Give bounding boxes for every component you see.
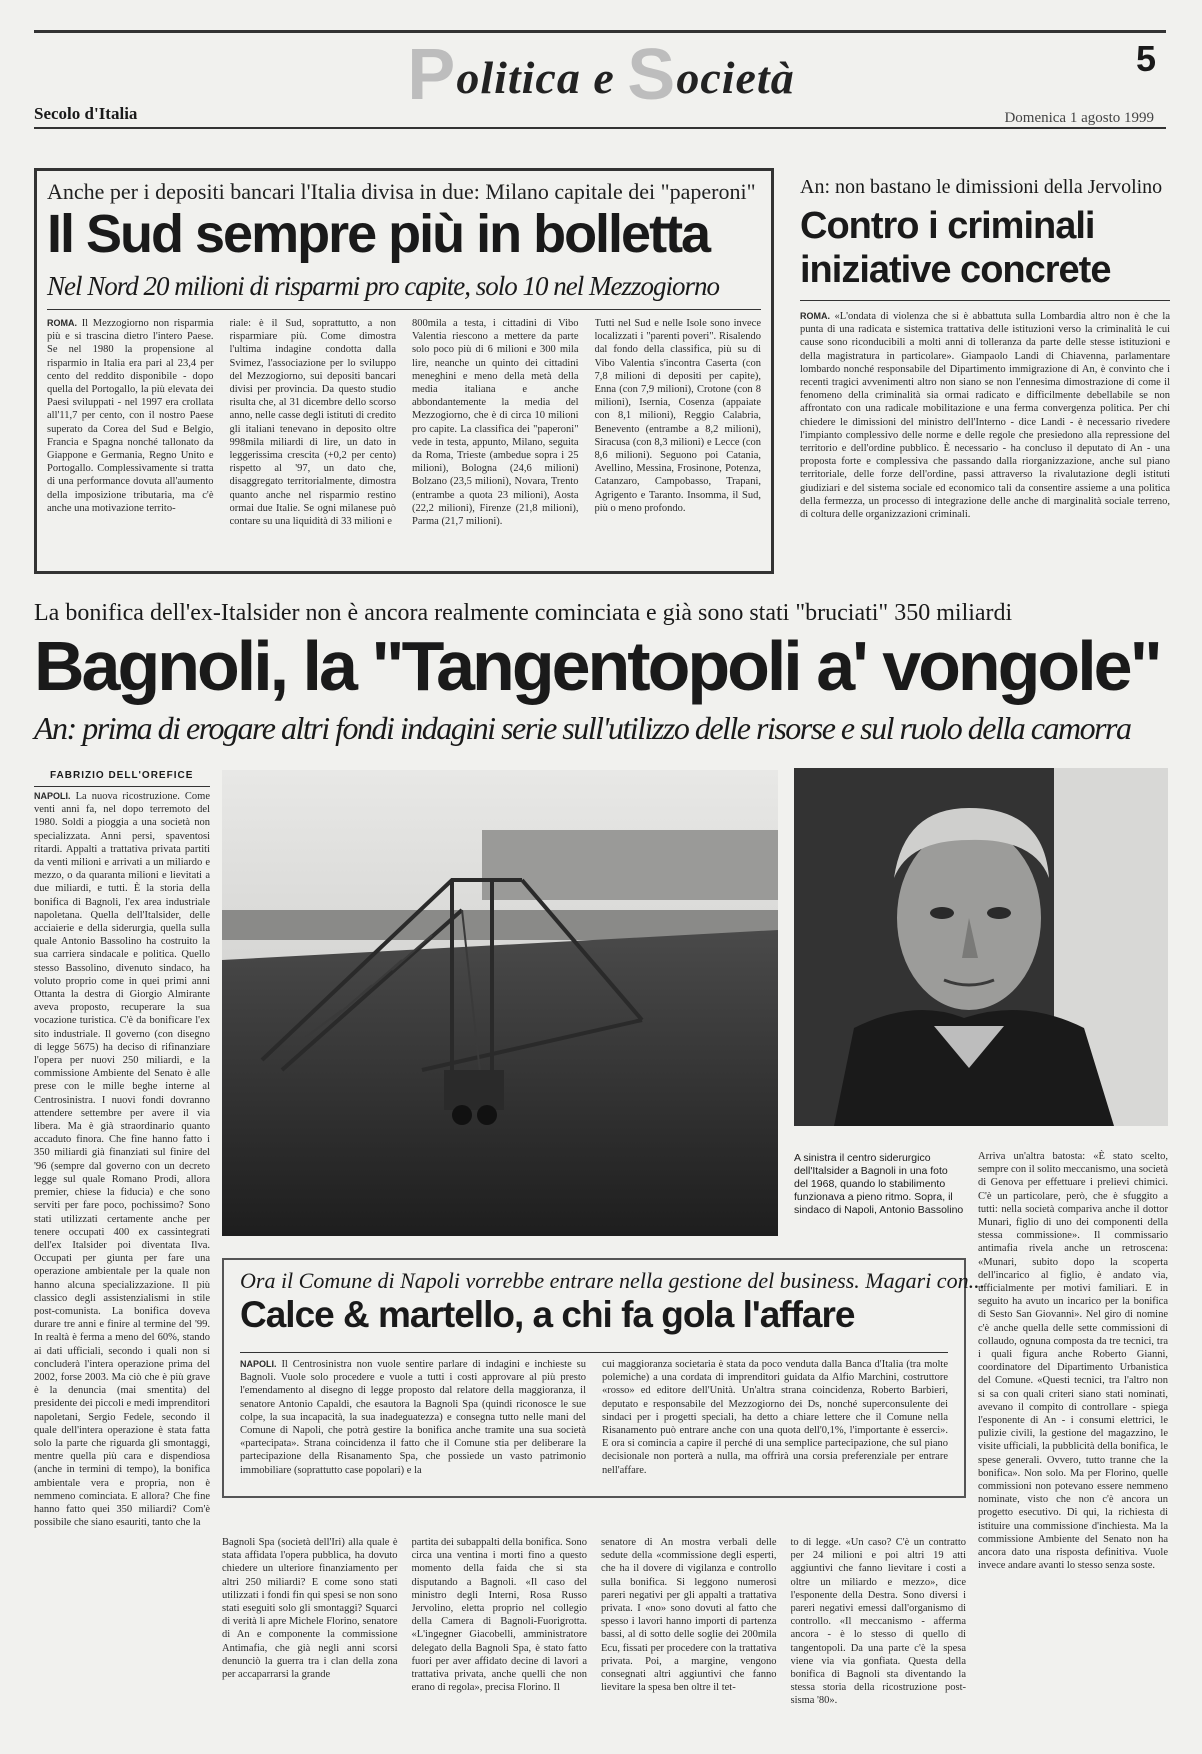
section-word-politica: olitica e	[456, 52, 628, 103]
issue-date: Domenica 1 agosto 1999	[1004, 110, 1154, 126]
story-sud-column-2	[230, 317, 397, 563]
story-sud-headline: Il Sud sempre più in bolletta	[47, 204, 710, 264]
story-criminali-rule	[800, 300, 1170, 301]
page-number: 5	[1135, 38, 1156, 79]
top-rule	[34, 30, 1166, 33]
bassolino-portrait-photo	[794, 768, 1168, 1126]
main-story-subhead: An: prima di erogare altri fondi indagini serie sull'utilizzo delle risorse e sul ruolo della camorra	[34, 710, 1131, 746]
story-sud-rule	[47, 309, 761, 310]
section-initial-p: P	[407, 35, 457, 115]
story-sud-dateline: ROMA.	[47, 318, 77, 328]
main-story-left-column	[34, 790, 210, 1736]
main-story-continuation	[222, 1536, 966, 1736]
story-sud-text-4: Tutti nel Sud e nelle Isole sono invece localizzati i "parenti poveri". Risalendo dal fondo della classifica, più su di Vibo Valentia s'incontra Caserta (con 7,8 milioni di depositi per capite), Enna (con 7,9 milioni), Crotone (con 8 milioni), Isernia, Cosenza (appaiate con 8,1 milioni), Reggio Calabria, Benevento (entrambe a 8,2 milioni), Siracusa (con 8,3 milioni) e Lecce (con 8,6 milioni). Seguono poi Catania, Avellino, Messina, Frosinone, Potenza, Catanzaro, Campobasso, Trapani, Agrigento e Taranto. Insomma, il Sud, più o meno profondo.	[594, 318, 761, 514]
continuation-text-3: senatore di An mostra verbali delle sedute della «commissione degli esperti, che ha il dovere di vigilanza e controllo sulla bonifica. Si leggono numerosi pareri negativi per gli appalti a trattativa privata. I «no» sono dovuti al fatto che spesso i lavori hanno importi di partenza bassi, al di sotto delle soglie dei 200mila Ecu, fissati per procedere con la trattativa privata. Poi, a margine, vengono consegnati altri aggiuntivi che fanno lievitare la spesa ben oltre il tet-	[601, 1537, 777, 1694]
story-sud-box	[34, 168, 774, 574]
continuation-column-3	[601, 1536, 777, 1736]
story-calce-rule	[240, 1352, 948, 1353]
continuation-text-4: to di legge. «Un caso? C'è un contratto per 24 milioni e poi altri 19 atti aggiuntivi che fanno lievitare i costi a oltre un miliardo e mezzo», dice l'esponente della Destra. Sono diversi i pareri negativi emessi dall'organismo di controllo. «Il meccanismo - afferma ancora - è lo stesso di quello di tangentopoli. Da una parte c'è la spesa viene via via gonfiata. Questa della bonifica di Bagnoli sta diventando la stessa storia della ricostruzione post-sisma '80».	[790, 1537, 966, 1707]
story-sud-column-1	[47, 317, 214, 563]
main-story-right-text: Arriva un'altra batosta: «È stato scelto, sempre con il solito meccanismo, una società di Genova per effettuare i prelievi chimici. C'è un particolare, però, che è sfuggito a tutti: nella società compariva anche il dottor Munari, figlio di uno dei componenti della stessa commissione». Il commissario antimafia rivela anche un retroscena: «Munari, subito dopo la scoperta dell'incarico al figlio, è andato via, ufficialmente per motivi familiari. E in seguito ha avuto un incarico per la bonifica di Sesto San Giovanni». Nel giro di nomine c'è anche quella delle sette commissioni di collaudo, ognuna composta da tre tecnici, tra i quali figura anche Roberto Gianni, coordinatore del Dipartimento Urbanistica del Comune. «Questi tecnici, tra l'altro non si sa con quali criteri siano stati nominati, avevano il compito di controllare - spiega l'esponente di An - i consumi elettrici, le pulizie civili, la gestione del magazzino, le visite ufficiali, la pubblicità della bonifica, le spese generali. Ovvero, tutto tranne che la bonifica». Non solo. Ma per Florino, quelle commissioni non potevano essere nemmeno nominate, visto che non c'è ancora un progetto esecutivo. Di qui, la richiesta di istituire una commissione d'inchiesta. Ma la commissione Ambiente del Senato non ha ancora dato una risposta definitiva. Vuole invece andare avanti lo stesso senza soste.	[978, 1151, 1168, 1572]
story-calce-columns	[240, 1358, 948, 1488]
story-calce-kicker: Ora il Comune di Napoli vorrebbe entrare nella gestione del business. Magari con...	[240, 1268, 986, 1293]
story-sud-column-3	[412, 317, 579, 563]
story-calce-dateline: NAPOLI.	[240, 1359, 277, 1369]
story-calce-column-1	[240, 1358, 586, 1488]
story-criminali-kicker: An: non bastano le dimissioni della Jervolino	[800, 176, 1163, 198]
continuation-column-1	[222, 1536, 398, 1736]
story-sud-column-4	[595, 317, 762, 563]
main-story-dateline: NAPOLI.	[34, 791, 71, 801]
masthead-rule	[34, 127, 1166, 129]
story-criminali-text: «L'ondata di violenza che si è abbattuta sulla Lombardia altro non è che la punta di una radicata e sistemica trattativa delle istituzioni verso la criminalità le cui cause sono riconducibili a molti anni di tolleranza da parte delle stesse istituzioni e della magistratura in particolare». Giampaolo Landi di Chiavenna, parlamentare lombardo nonché responsabile del Dipartimento immigrazione di An, è convinto che i recenti tragici avvenimenti altro non siano se non l'ennesima dimostrazione di come il fenomeno della criminalità sia ormai radicato e difficilmente debellabile se non affrontato con una radicale mobilitazione e una ferma convergenza politica. Per chi chiedere le dimissioni del ministro dell'Interno - dice Landi - è necessario rivedere l'impianto complessivo delle norme e delle regole che presiedono alla repressione del territorio e dell'ordine pubblico. È necessario - ha concluso il deputato di An - una proposta forte e complessiva che passando dalla riorganizzazione, anche sul piano territoriale, delle forze dell'ordine, passi attraverso la rivalutazione degli istituti giudiziari e del sistema sociale ed economico tali da consentire assieme a una politica della fermezza, un processo di integrazione delle anche di marginalità sociale terreno, di coltura delle organizzazioni criminali.	[800, 311, 1170, 521]
main-story-kicker: La bonifica dell'ex-Italsider non è ancora realmente cominciata e già sono stati "bruciati" 350 miliardi	[34, 600, 1013, 626]
photo-caption: A sinistra il centro siderurgico dell'Italsider a Bagnoli in una foto del 1968, quando lo stabilimento funzionava a pieno ritmo. Sopra, il sindaco di Napoli, Antonio Bassolino	[794, 1152, 964, 1216]
main-story-left-text: La nuova ricostruzione. Come venti anni fa, nel dopo terremoto del 1980. Soldi a pioggia a una società non specializzata. Anni persi, spaventosi ritardi. Appalti a trattativa privata partiti da venti milioni e arrivati a un miliardo e mezzo, o da quaranta milioni e lievitati a due miliardi, e tutti. È la storia della bonifica di Bagnoli, l'ex area industriale napoletana. Quella dell'Italsider, delle acciaierie e della siderurgia, quella sulla quale Antonio Bassolino ha costruito la sua carriera sindacale e politica. Quello stesso Bassolino, divenuto sindaco, ha voluto proprio come in quei primi anni Ottanta la destra di Giorgio Almirante aveva proposto, recuperare la sua vocazione turistica. C'è da bonificare l'ex sito industriale. Il governo (con disegno di legge 5675) ha deciso di rifinanziare l'opera per nuovi 250 miliardi, e la commissione Ambiente del Senato è alle prese con le mille beghe interne al Centrosinistra. I nuovi fondi dovranno attendere settembre per avere il via libera. Ma è già straordinario quanto accaduto finora. Che fine hanno fatto i 350 miliardi già finanziati sul finire del '96 (sempre dal governo con un decreto legge sul quale Romano Prodi, allora premier, chiese la fiducia) e che sono serviti per fare poco, pochissimo? Sono stati utilizzati certamente anche per tenere occupati 400 ex cassintegrati dell'ex Italsider poi diventata Ilva. Occupati per giunta per fare una operazione ambientale per la quale non hanno alcuna specializzazione. Il più classico degli assistenzialismi in stile post-comunista. La bonifica doveva durare tre anni e finire al termine del '99. In realtà è ferma a meno del 60%, stando ai dati ufficiali, secondo i quali non si concluderà l'intera operazione prima del 2002, forse 2003. Ma ciò che è più grave è la denuncia (mai smentita) del presidente dei piccoli e medi imprenditori napoletani, Sergio Fedele, secondo il quale dell'intera operazione è stata fatta solo la parte che riguarda gli smontaggi, mentre quella più cara e dispendiosa (anche in termini di tempo), la bonifica ambientale vera e propria, non è nemmeno cominciata. E allora? Che fine hanno fatto quei 350 miliardi? Com'è possibile che siano esauriti, tanto che la	[34, 791, 210, 1529]
story-calce-text-1: Il Centrosinistra non vuole sentire parlare di indagini e inchieste su Bagnoli. Vuole solo procedere e vuole a tutti i costi approvare al più presto l'emendamento al disegno di legge proposto dal relatore della maggioranza, il senatore Antonio Capaldi, che esautora la Bagnoli Spa (quindi riconosce le sue colpe, la sua incapacità, la sua inadeguatezza) e consegna tutto nelle mani del Comune di Napoli, che potrà gestire la bonifica anche tramite una sua società «partecipata». Strana coincidenza il fatto che il Comune stia per deliberare la partecipazione della Risanamento Spa, che possiede un vasto patrimonio immobiliare (soprattutto case popolari) e la	[240, 1359, 586, 1476]
section-initial-s: S	[627, 35, 677, 115]
main-story-byline: FABRIZIO DELL'OREFICE	[50, 770, 194, 781]
story-sud-subhead: Nel Nord 20 milioni di risparmi pro capite, solo 10 nel Mezzogiorno	[47, 271, 720, 301]
story-sud-columns	[47, 317, 761, 563]
section-title	[0, 34, 1202, 116]
continuation-column-2	[412, 1536, 588, 1736]
story-calce-text-2: cui maggioranza societaria è stata da poco venduta dalla Banca d'Italia (tra molte polemiche) a una cordata di imprenditori guidata da Alfio Marchini, costruttore «rosso» ed editore dell'Unità. Un'altra strana coincidenza, Roberto Barbieri, deputato e responsabile del Mezzogiorno dei Ds, nonché superconsulente dei sindaci per i progetti speciali, ha detto a chiare lettere che il Comune nella Risanamento può entrare anche con una quota dell'0,1%, l'importante è esserci». E ora si comincia a capire il perché di una semplice partecipazione, che sul piano decisionale non porterà a nulla, ma offrirà una corsia preferenziale per entrare nell'affare.	[602, 1359, 948, 1476]
portrait-image	[794, 768, 1168, 1126]
plant-photo-image	[222, 770, 778, 1236]
section-word-societa: ocietà	[676, 52, 795, 103]
story-sud-kicker: Anche per i depositi bancari l'Italia divisa in due: Milano capitale dei "paperoni"	[47, 179, 756, 204]
story-calce-headline: Calce & martello, a chi fa gola l'affare	[240, 1294, 855, 1335]
story-sud-text-2: riale: è il Sud, soprattutto, a non risparmiare più. Come dimostra l'ultima indagine condotta dalla Svimez, l'associazione per lo sviluppo del Mezzogiorno, sui depositi bancari divisi per provincia. Da questo studio risulta che, al 31 dicembre dello scorso anno, nelle casse degli istituti di credito gli italiani tenevano in deposito oltre 998mila miliardi di lire, un dato in leggerissima crescita (+0,2 per cento) rispetto al '97, un dato che, disaggregato territorialmente, dimostra quanto anche nel risparmio restino ormai due Italie. Se ogni milanese può contare su una liquidità di 33 milioni e	[229, 318, 396, 528]
story-calce-column-2	[602, 1358, 948, 1488]
story-sud-text-1: Il Mezzogiorno non risparmia più e si trascina dietro l'intero Paese. Se nel 1980 la propensione al risparmio in Italia era pari al 23,4 per cento del reddito disponibile - dopo quella del Portogallo, la più elevata dei Paesi sviluppati - nel 1997 era crollata all'11,7 per cento, con il nostro Paese superato da Corea del Sud e Belgio, Francia e Spagna nonché tallonato da Giappone e Germania, Regno Unito e Portogallo. Complessivamente si tratta di una performance dovuta all'aumento della imposizione tributaria, ma c'è anche una motivazione territo-	[47, 318, 214, 514]
story-sud-text-3: 800mila a testa, i cittadini di Vibo Valentia riescono a mettere da parte solo poco più di 6 milioni e 300 mila lire, neanche un quinto dei cittadini meneghini e meno della metà della media italiana e anche abbondantemente la media del Mezzogiorno, che è di circa 10 milioni pro capite. La classifica dei "paperoni" vede in testa, appunto, Milano, seguita da Roma, Trieste (ambedue sopra i 25 milioni), Bologna (24,6 milioni) Bolzano (23,5 milioni), Novara, Trento (entrambe a quota 23 milioni), Aosta (22,2 milioni), Firenze (21,8 milioni), Parma (21,7 milioni).	[412, 318, 579, 528]
italsider-plant-photo	[222, 770, 778, 1236]
story-criminali-dateline: ROMA.	[800, 311, 830, 321]
continuation-column-4	[791, 1536, 967, 1736]
story-criminali-headline: Contro i criminali iniziative concrete	[800, 205, 1111, 291]
continuation-text-2: partita dei subappalti della bonifica. Sono circa una ventina i morti fino a questo momento della faida che si sta disputando a Bagnoli. «Il caso del ministro degli Interni, Rosa Russo Jervolino, eletta proprio nel collegio della Camera di Bagnoli-Fuorigrotta. «L'ingegner Giacobelli, amministratore delegato della Bagnoli Spa, è stato fatto fuori per aver affidato decine di lavori a trattativa privata, anche quelli che non erano di regola», precisa Florino. Il	[411, 1537, 587, 1694]
byline-rule	[34, 786, 210, 787]
continuation-text-1: Bagnoli Spa (società dell'Iri) alla quale è stata affidata l'opera pubblica, ha dovuto chiedere un ulteriore finanziamento per altri 250 miliardi? E come sono stati utilizzati i fondi fin qui spesi se non sono stati eseguiti solo gli smontaggi? Squarci di verità li apre Michele Florino, senatore di An e componente la commissione Antimafia, che già negli anni scorsi denunciò la guerra tra i clan della zona per accaparrarsi la grande	[222, 1537, 398, 1681]
story-calce-box	[222, 1258, 986, 1498]
paper-name: Secolo d'Italia	[34, 104, 138, 123]
main-story-headline: Bagnoli, la "Tangentopoli a' vongole"	[34, 627, 1160, 705]
story-criminali-body	[800, 310, 1170, 572]
main-story-right-column	[978, 1150, 1168, 1740]
